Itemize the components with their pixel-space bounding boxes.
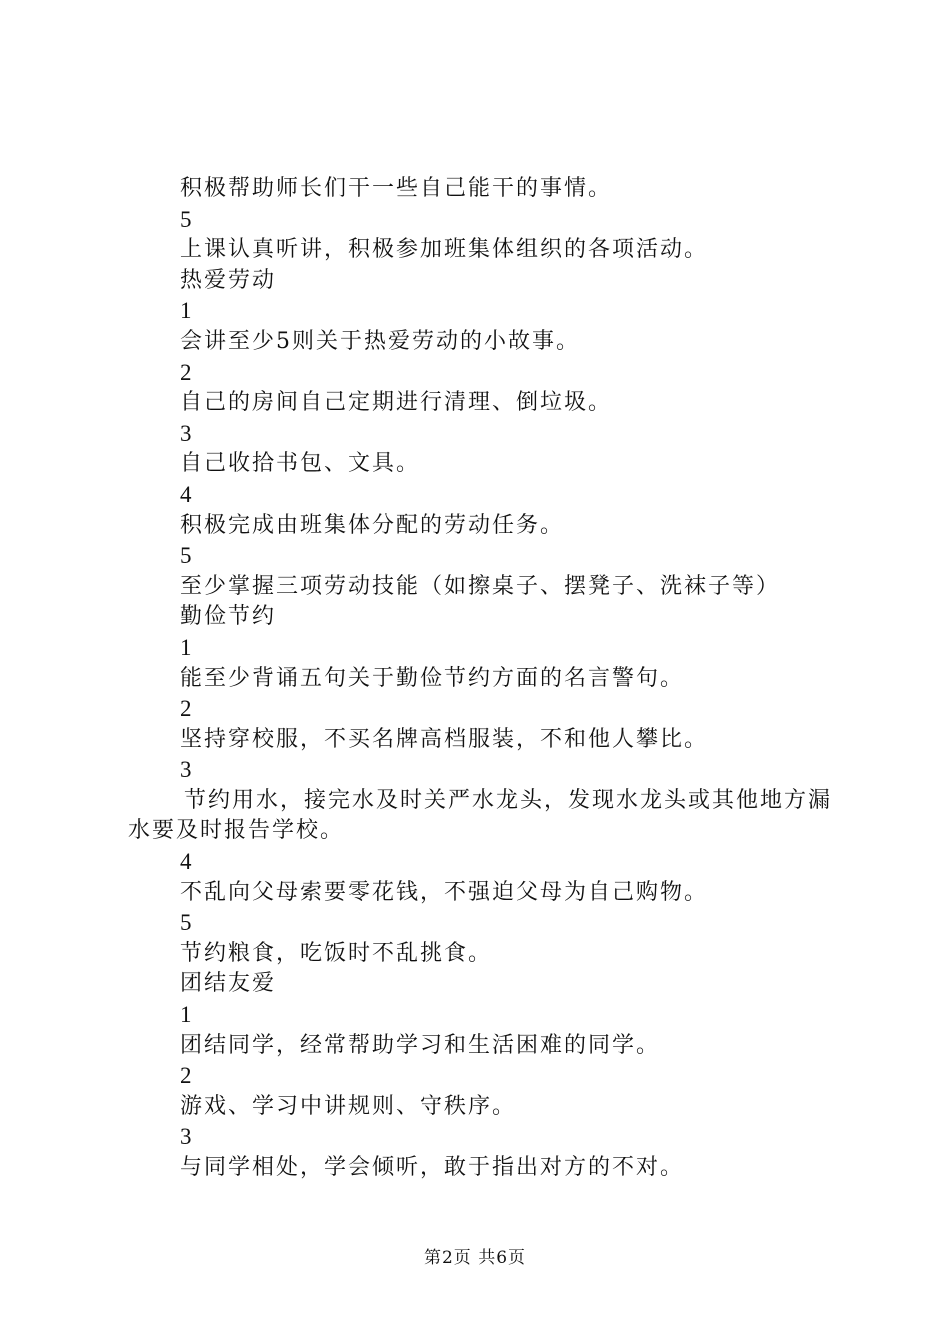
item-number: 2 bbox=[180, 696, 192, 722]
text-line: 与同学相处，学会倾听，敢于指出对方的不对。 bbox=[180, 1155, 685, 1180]
section-heading: 勤俭节约 bbox=[180, 604, 277, 630]
section-heading: 团结友爱 bbox=[180, 971, 277, 997]
item-number: 3 bbox=[180, 420, 192, 446]
item-number: 2 bbox=[180, 359, 192, 385]
item-number: 3 bbox=[180, 757, 192, 783]
item-number: 1 bbox=[180, 634, 192, 660]
text-line: 自己收拾书包、文具。 bbox=[180, 451, 421, 477]
page-footer: 第2页 共6页 bbox=[423, 1248, 527, 1268]
text-line: 至少掌握三项劳动技能（如擦桌子、摆凳子、洗袜子等） bbox=[180, 573, 781, 599]
text-line: 上课认真听讲，积极参加班集体组织的各项活动。 bbox=[180, 237, 709, 263]
item-number: 2 bbox=[180, 1063, 192, 1089]
text-line: 不乱向父母索要零花钱，不强迫父母为自己购物。 bbox=[180, 879, 709, 905]
item-number: 1 bbox=[180, 1002, 192, 1028]
text-line: 游戏、学习中讲规则、守秩序。 bbox=[180, 1093, 517, 1119]
item-number: 5 bbox=[180, 543, 192, 569]
item-number: 5 bbox=[180, 206, 192, 232]
text-line: 积极完成由班集体分配的劳动任务。 bbox=[180, 512, 565, 538]
item-number: 4 bbox=[180, 849, 192, 875]
section-heading: 热爱劳动 bbox=[180, 267, 277, 293]
item-number: 1 bbox=[180, 298, 192, 324]
text-line: 自己的房间自己定期进行清理、倒垃圾。 bbox=[180, 390, 613, 416]
text-line: 能至少背诵五句关于勤俭节约方面的名言警句。 bbox=[180, 665, 685, 691]
text-line: 积极帮助师长们干一些自己能干的事情。 bbox=[180, 176, 613, 201]
item-number: 4 bbox=[180, 481, 192, 507]
text-line: 团结同学，经常帮助学习和生活困难的同学。 bbox=[180, 1032, 661, 1058]
item-number: 5 bbox=[180, 910, 192, 936]
text-line: 节约粮食，吃饭时不乱挑食。 bbox=[180, 940, 493, 966]
document-body bbox=[128, 174, 840, 1184]
text-paragraph: 节约用水，接完水及时关严水龙头，发现水龙头或其他地方漏水要及时报告学校。 bbox=[128, 787, 833, 844]
text-line: 坚持穿校服，不买名牌高档服装，不和他人攀比。 bbox=[180, 726, 709, 752]
item-number: 3 bbox=[180, 1124, 192, 1150]
text-line: 会讲至少5则关于热爱劳动的小故事。 bbox=[180, 328, 580, 354]
